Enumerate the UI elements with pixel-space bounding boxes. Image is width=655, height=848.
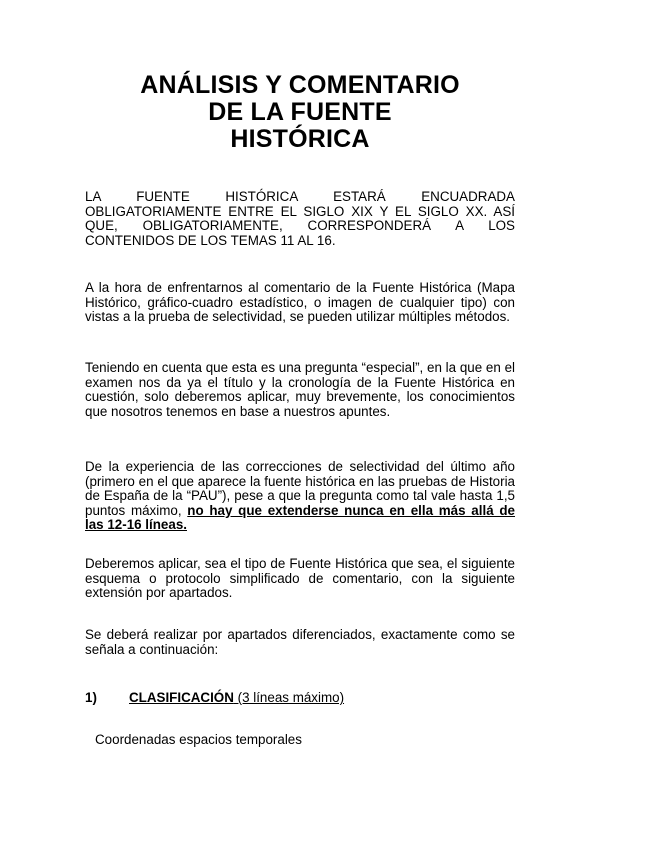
title-line-1: ANÁLISIS Y COMENTARIO (140, 71, 460, 99)
section-clasificacion (85, 690, 344, 705)
special-question-paragraph: Teniendo en cuenta que esta es una pregunta “especial”, en la que en el examen nos da ya el título y la cronología de la Fuente Histórica en cuestión, solo deberemos aplicar, muy brevemente, los conocimientos que nosotros tenemos en base a nuestros apuntes. (85, 360, 515, 419)
section-number: 1) (85, 690, 97, 705)
document-title (60, 72, 540, 153)
section-heading: CLASIFICACIÓN (129, 690, 234, 705)
intro-paragraph: LA FUENTE HISTÓRICA ESTARÁ ENCUADRADA OBLIGATORIAMENTE ENTRE EL SIGLO XIX Y EL SIGLO XX. ASÍ QUE, OBLIGATORIAMENTE, CORRESPONDERÁ A LOS CONTENIDOS DE LOS TEMAS 11 AL 16. (85, 189, 515, 248)
title-line-3: HISTÓRICA (230, 125, 370, 153)
section-note: (3 líneas máximo) (233, 690, 345, 705)
length-limit-emphasis: no hay que extenderse nunca en ella más allá de las 12-16 líneas. (85, 502, 516, 533)
experience-paragraph (85, 460, 515, 533)
title-line-2: DE LA FUENTE (208, 98, 392, 126)
experience-text: De la experiencia de las correcciones de selectividad del último año (primero en el que aparece la fuente histórica en las pruebas de Historia de España de la “PAU”), pese a que la pregunta como tal vale hasta 1,5 puntos máximo, (85, 459, 515, 518)
sections-paragraph: Se deberá realizar por apartados diferenciados, exactamente como se señala a continuación: (85, 627, 515, 657)
methods-paragraph: A la hora de enfrentarnos al comentario de la Fuente Histórica (Mapa Histórico, gráfico-cuadro estadístico, o imagen de cualquier tipo) con vistas a la prueba de selectividad, se pueden utilizar múltiples métodos. (85, 280, 515, 325)
scheme-paragraph: Deberemos aplicar, sea el tipo de Fuente Histórica que sea, el siguiente esquema o protocolo simplificado de comentario, con la siguiente extensión por apartados. (85, 556, 515, 601)
subheading-coordenadas: Coordenadas espacios temporales (95, 732, 302, 747)
